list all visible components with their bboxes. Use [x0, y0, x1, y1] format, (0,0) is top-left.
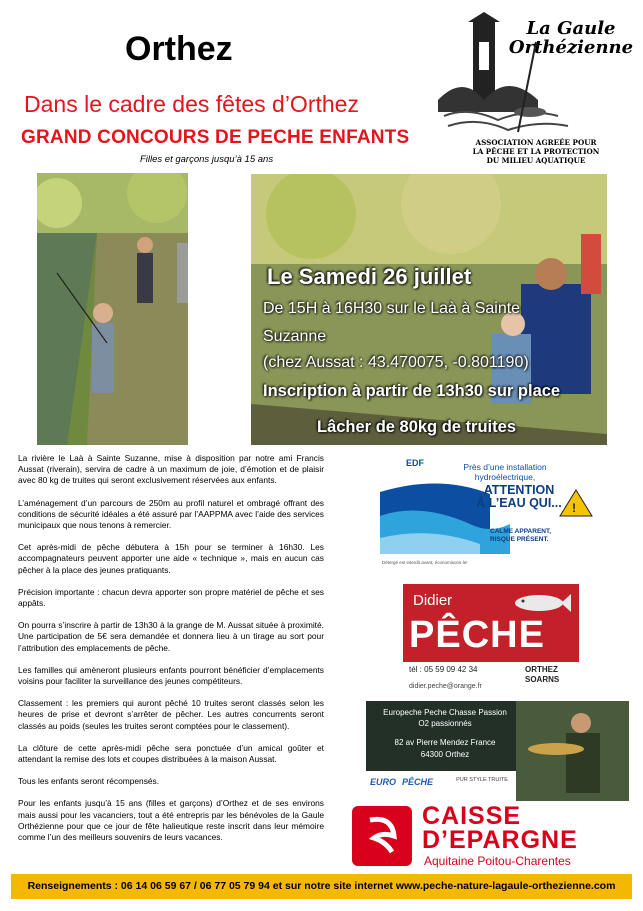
didier-peche-advertisement	[403, 584, 579, 694]
paragraph: Classement : les premiers qui auront pêché 10 truites seront classés selon les heures de prise et devront s’arrêter de pêcher. Les autres concurrents seront classés au poids (seules les truites seront comptées pour le classement).	[18, 698, 324, 731]
didier-phone: tél : 05 59 09 42 34	[409, 665, 478, 674]
photo-children-fishing-bank	[37, 173, 188, 445]
article-body	[18, 453, 324, 854]
contest-heading: GRAND CONCOURS DE PECHE ENFANTS	[21, 127, 410, 148]
didier-email: didier.peche@orange.fr	[409, 683, 482, 690]
paragraph: Pour les enfants jusqu’à 15 ans (filles et garçons) d’Orthez et de ses environs mais aussi pour les vacanciers, tout a été entrepris par les bénévoles de la Gaule Orthézienne pour que ce jour de fête halieutique reste inscrit dans leur mémoire comme l’un des meilleurs souvenirs de leurs vacances.	[18, 798, 324, 843]
euro-address-2: 64300 Orthez	[420, 750, 470, 759]
caisse-line1: CAISSE	[422, 802, 522, 830]
euro-logo-a: EURO	[370, 777, 397, 787]
edf-line2: hydroélectrique,	[474, 472, 536, 482]
svg-text:!: !	[572, 501, 576, 515]
edf-headline-2: À L’EAU QUI...	[476, 496, 562, 510]
edf-slogan-2: RISQUE PRÉSENT.	[490, 536, 549, 543]
paragraph: La rivière le Laà à Sainte Suzanne, mise à disposition par notre ami Francis Aussat (riverain), servira de cadre à un maximum de joie, d’émotion et de plaisir avec 80 kg de truites qui seront exclusivement réservées aux enfants.	[18, 453, 324, 486]
page-title: Orthez	[125, 30, 233, 68]
event-coordinates: (chez Aussat : 43.470075, -0.801190)	[263, 354, 529, 371]
caisse-line3: Aquitaine Poitou-Charentes	[424, 854, 571, 868]
didier-area: SOARNS	[525, 675, 560, 684]
fish-icon	[511, 590, 571, 616]
didier-name: Didier	[413, 592, 453, 609]
event-time-place-2: Suzanne	[263, 328, 327, 345]
paragraph: Cet après-midi de pêche débutera à 15h pour se terminer à 16h30. Les accompagnateurs peuvent apporter une aide « technique », mais en aucun cas pêcher à la place des jeunes pratiquants.	[18, 542, 324, 575]
event-date: Le Samedi 26 juillet	[267, 264, 472, 289]
info-footer: Renseignements : 06 14 06 59 67 / 06 77 05 79 94 et sur notre site internet www.peche-nature-lagaule-orthezienne.com	[11, 874, 632, 899]
paragraph: Les familles qui amèneront plusieurs enfants pourront bénéficier d’emplacements voisins pour faciliter la surveillance des jeunes compétiteurs.	[18, 664, 324, 687]
photo-event-info	[251, 174, 607, 445]
logo-assoc-line2: LA PÊCHE ET LA PROTECTION	[472, 147, 600, 156]
edf-advertisement	[380, 454, 606, 572]
euro-address-1: 82 av Pierre Mendez France	[394, 738, 496, 747]
event-release: Lâcher de 80kg de truites	[317, 418, 516, 436]
edf-brand: EDF	[406, 458, 424, 468]
edf-line1: Près d’une installation	[463, 462, 547, 472]
gaule-logo	[438, 12, 634, 170]
euro-line1: Europeche Peche Chasse Passion	[383, 708, 507, 717]
subtitle: Dans le cadre des fêtes d’Orthez	[24, 91, 359, 117]
edf-fine-print: Détergé est interdit avant, économisons-le!	[382, 560, 468, 565]
paragraph: On pourra s’inscrire à partir de 13h30 à la grange de M. Aussat située à proximité. Une participation de 5€ sera demandée et donnera lieu à un tirage au sort pour l’attribution des emplacements de pêche.	[18, 620, 324, 653]
euro-line2: O2 passionnés	[418, 719, 472, 728]
edf-slogan-1: CALME APPARENT,	[490, 528, 552, 535]
euro-logo-b: PÊCHE	[402, 777, 434, 787]
squirrel-logo-icon	[352, 806, 412, 866]
age-note: Filles et garçons jusqu’à 15 ans	[140, 154, 274, 165]
europeche-advertisement	[366, 701, 629, 801]
didier-city: ORTHEZ	[525, 665, 558, 674]
caisse-epargne-advertisement	[352, 802, 632, 868]
logo-name-line2: Orthézienne	[508, 37, 634, 58]
event-time-place-1: De 15H à 16H30 sur le Laà à Sainte	[263, 300, 521, 317]
paragraph: L’aménagement d’un parcours de 250m au profil naturel et ombragé offrant des conditions de sécurité idéales a été assuré par l’AAPPMA avec l’aide des services municipaux que nous tenons à remercier.	[18, 497, 324, 531]
logo-name-line1: La Gaule	[526, 18, 616, 39]
didier-brand: PÊCHE	[409, 614, 545, 656]
event-inscription: Inscription à partir de 13h30 sur place	[263, 382, 561, 400]
paragraph: La clôture de cette après-midi pêche sera ponctuée d’un amical goûter et attendant la remise des lots et coupes distribuées à la maison Aussat.	[18, 742, 324, 765]
caisse-line2: D’EPARGNE	[422, 826, 578, 854]
logo-assoc-line1: ASSOCIATION AGREÉE POUR	[475, 138, 597, 147]
euro-logo-c: PUR STYLE TRUITE	[456, 777, 508, 783]
photo-scene	[37, 173, 188, 445]
paragraph: Précision importante : chacun devra apporter son propre matériel de pêche et ses appâts.	[18, 586, 324, 609]
edf-headline-1: ATTENTION	[483, 483, 555, 497]
paragraph: Tous les enfants seront récompensés.	[18, 776, 160, 787]
logo-assoc-line3: DU MILIEU AQUATIQUE	[486, 156, 586, 165]
